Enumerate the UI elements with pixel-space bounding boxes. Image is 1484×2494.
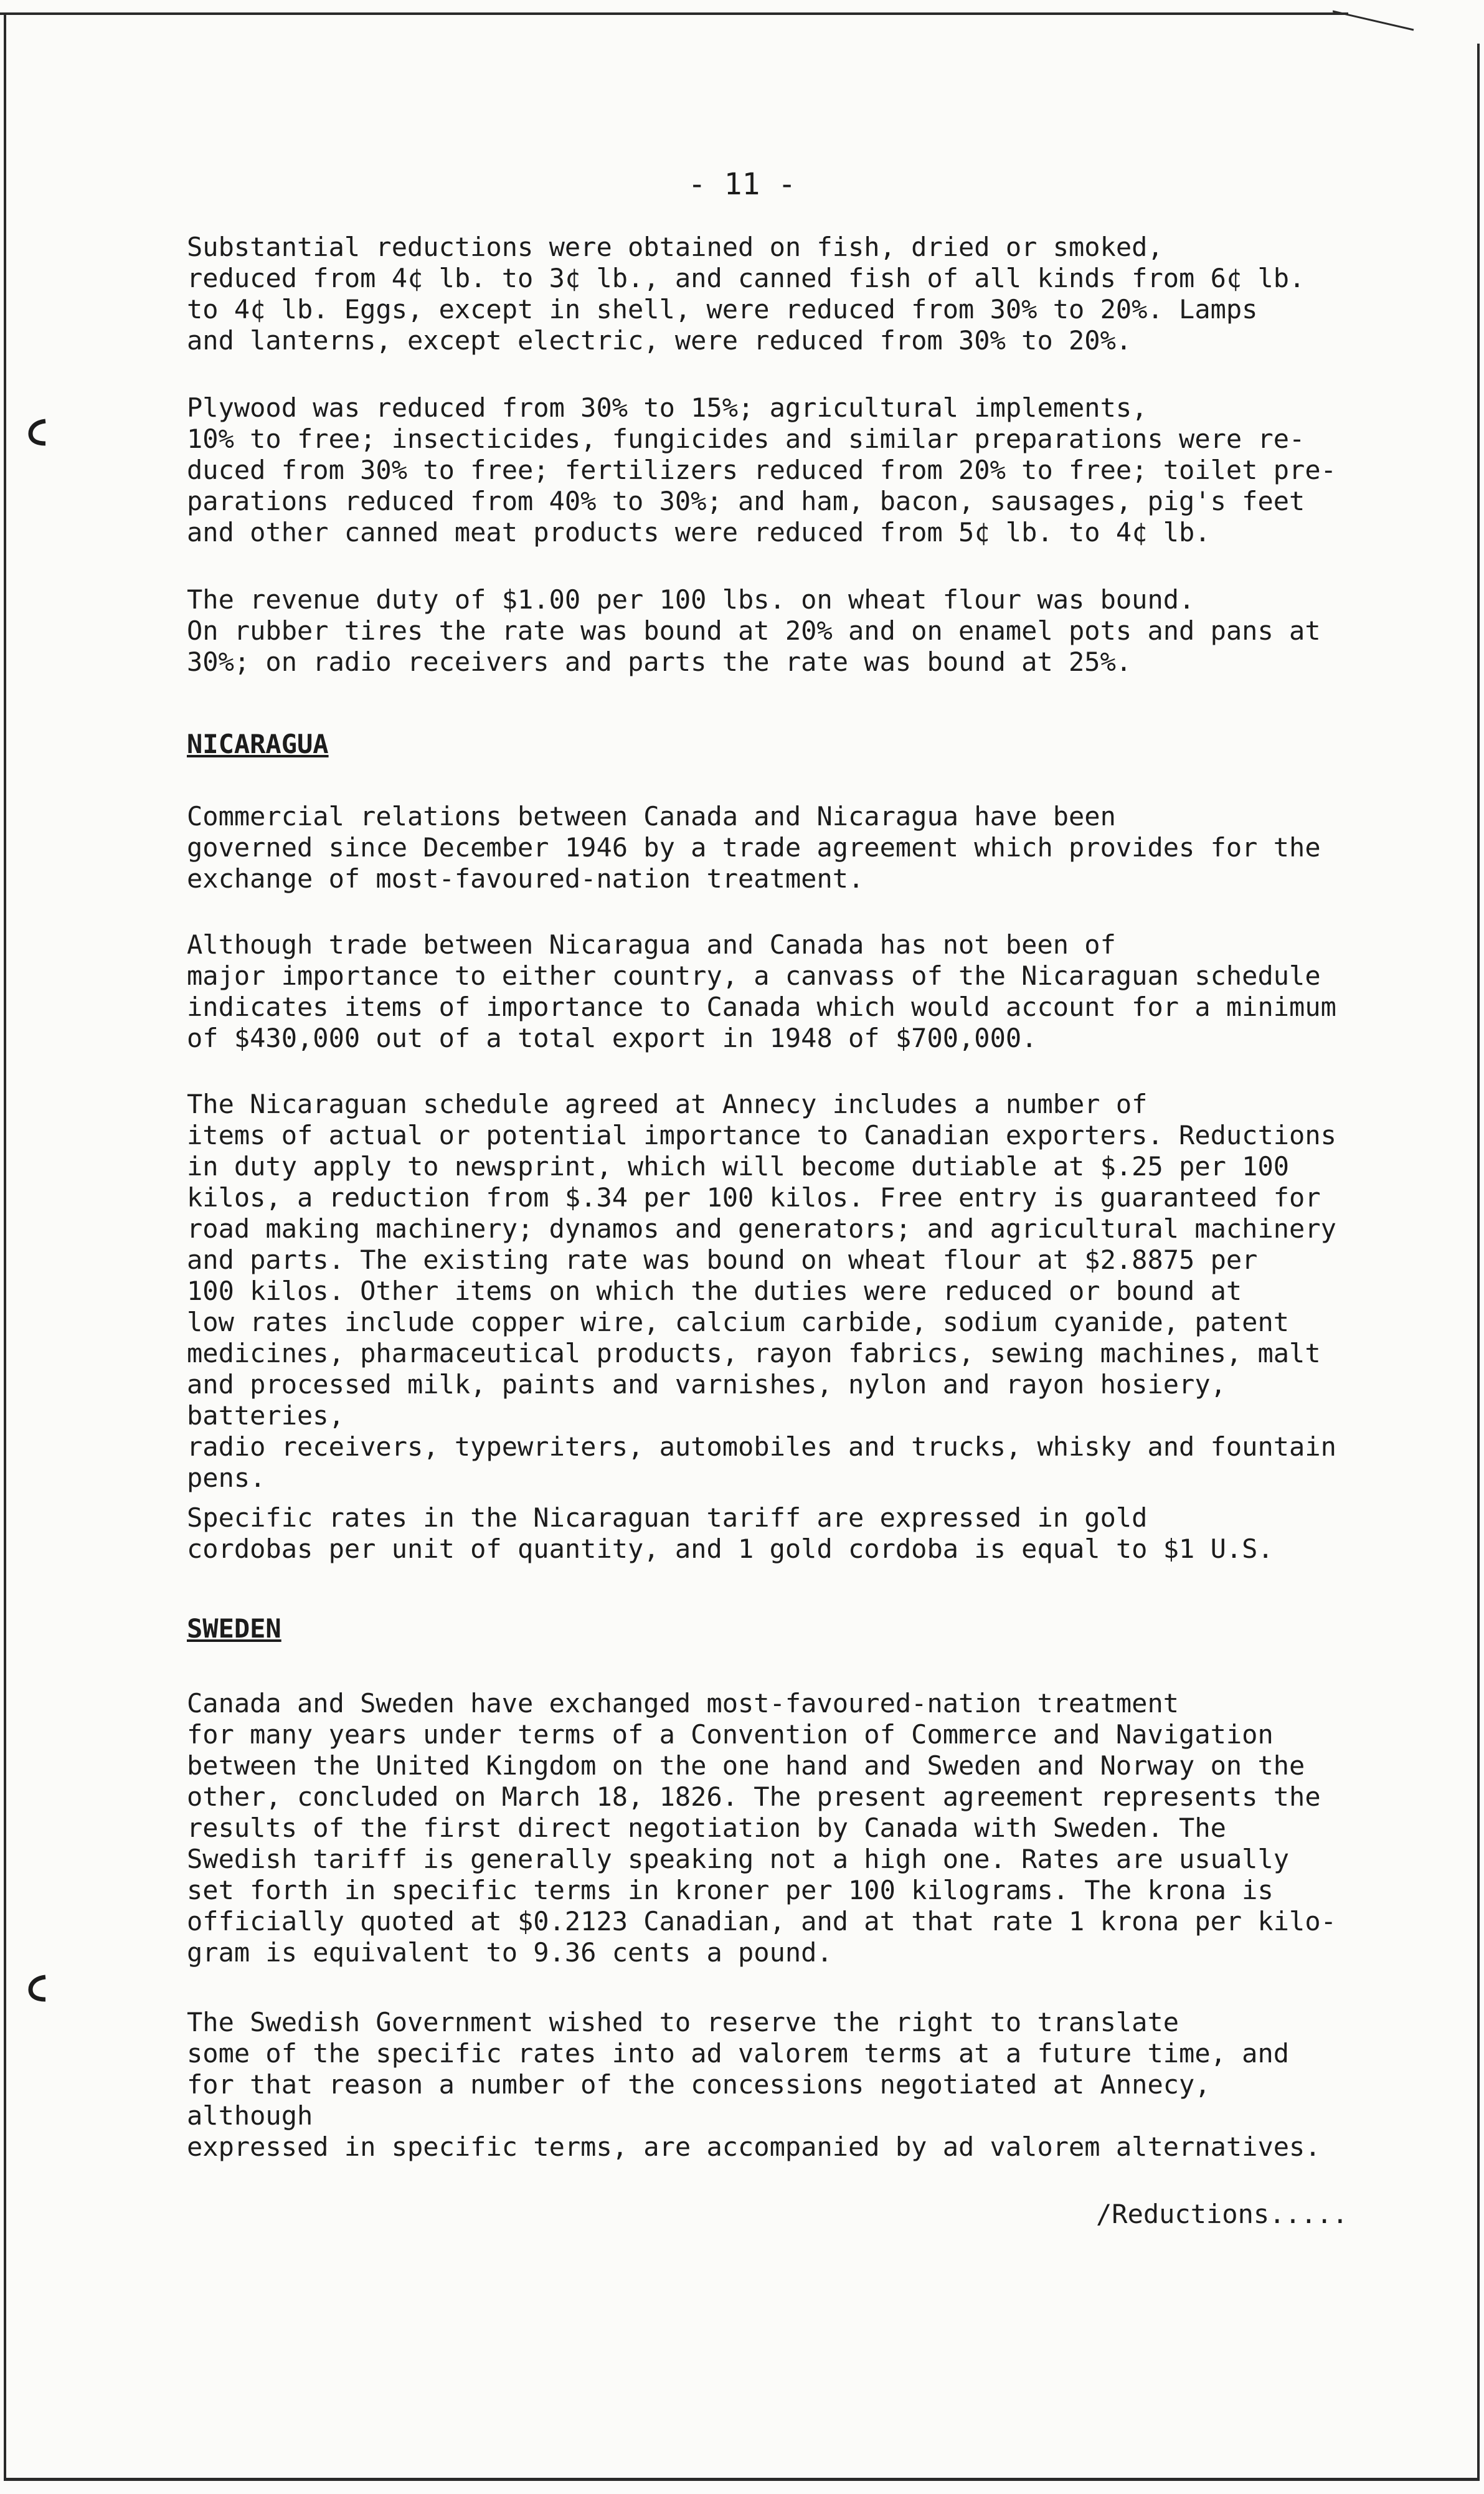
- punch-hole-icon: [28, 1975, 49, 2002]
- continuation-note: /Reductions.....: [1096, 2199, 1348, 2229]
- paragraph-plywood-implements: Plywood was reduced from 30% to 15%; agricultural implements, 10% to free; insecticides, fungicides and similar preparations were re- duced from 30% to free; fertilizers reduced from 20% to free; toilet pre- parations reduced from 40% to 30%; and ham, bacon, sausages, pig's feet and other canned meat products were reduced from 5¢ lb. to 4¢ lb.: [187, 392, 1336, 548]
- page-border-bottom: [4, 2478, 1480, 2481]
- page-border-top: [0, 12, 1348, 15]
- paragraph-nicaragua-schedule: The Nicaraguan schedule agreed at Annecy includes a number of items of actual or potential importance to Canadian exporters. Reductions in duty apply to newsprint, which will become dutiable at $.25 per 100 kilos, a reduction from $.34 per 100 kilos. Free entry is guaranteed for road making machinery; dynamos and generators; and agricultural machinery and parts. The existing rate was bound on wheat flour at $2.8875 per 100 kilos. Other items on which the duties were reduced or bound at low rates include copper wire, calcium carbide, sodium cyanide, patent medicines, pharmaceutical products, rayon fabrics, sewing machines, malt and processed milk, paints and varnishes, nylon and rayon hosiery, batteries, radio receivers, typewriters, automobiles and trucks, whisky and fountain pens.: [187, 1089, 1336, 1493]
- punch-hole-icon: [28, 419, 49, 446]
- paragraph-nicaragua-trade: Although trade between Nicaragua and Canada has not been of major importance to either country, a canvass of the Nicaraguan schedule indicates items of importance to Canada which would account for a minimum of $430,000 out of a total export in 1948 of $700,000.: [187, 929, 1336, 1053]
- page-border-left: [4, 12, 6, 2479]
- paragraph-fish-eggs-lamps: Substantial reductions were obtained on fish, dried or smoked, reduced from 4¢ lb. to 3¢ lb., and canned fish of all kinds from 6¢ lb. to 4¢ lb. Eggs, except in shell, were reduced from 30% to 20%. Lamps and lanterns, except electric, were reduced from 30% to 20%.: [187, 232, 1305, 356]
- paragraph-sweden-ad-valorem: The Swedish Government wished to reserve the right to translate some of the specific rates into ad valorem terms at a future time, and for that reason a number of the concessions negotiated at Annecy, although expressed in specific terms, are accompanied by ad valorem alternatives.: [187, 2007, 1321, 2162]
- paragraph-nicaragua-relations: Commercial relations between Canada and Nicaragua have been governed since December 1946 by a trade agreement which provides for the exchange of most-favoured-nation treatment.: [187, 801, 1321, 894]
- paragraph-sweden-relations: Canada and Sweden have exchanged most-favoured-nation treatment for many years under terms of a Convention of Commerce and Navigation between the United Kingdom on the one hand and Sweden and Norway on the other, concluded on March 18, 1826. The present agreement represents the results of the first direct negotiation by Canada with Sweden. The Swedish tariff is generally speaking not a high one. Rates are usually set forth in specific terms in kroner per 100 kilograms. The krona is officially quoted at $0.2123 Canadian, and at that rate 1 krona per kilo- gram is equivalent to 9.36 cents a pound.: [187, 1688, 1336, 1968]
- paragraph-nicaragua-rates: Specific rates in the Nicaraguan tariff are expressed in gold cordobas per unit of quantity, and 1 gold cordoba is equal to $1 U.S.: [187, 1502, 1274, 1564]
- paragraph-revenue-duty: The revenue duty of $1.00 per 100 lbs. on wheat flour was bound. On rubber tires the rate was bound at 20% and on enamel pots and pans at 30%; on radio receivers and parts the rate was bound at 25%.: [187, 584, 1321, 677]
- section-heading-nicaragua: NICARAGUA: [187, 729, 329, 759]
- corner-fold-mark: [1333, 6, 1420, 31]
- page-border-right: [1477, 44, 1480, 2480]
- section-heading-sweden: SWEDEN: [187, 1613, 281, 1644]
- page-number: - 11 -: [688, 167, 796, 202]
